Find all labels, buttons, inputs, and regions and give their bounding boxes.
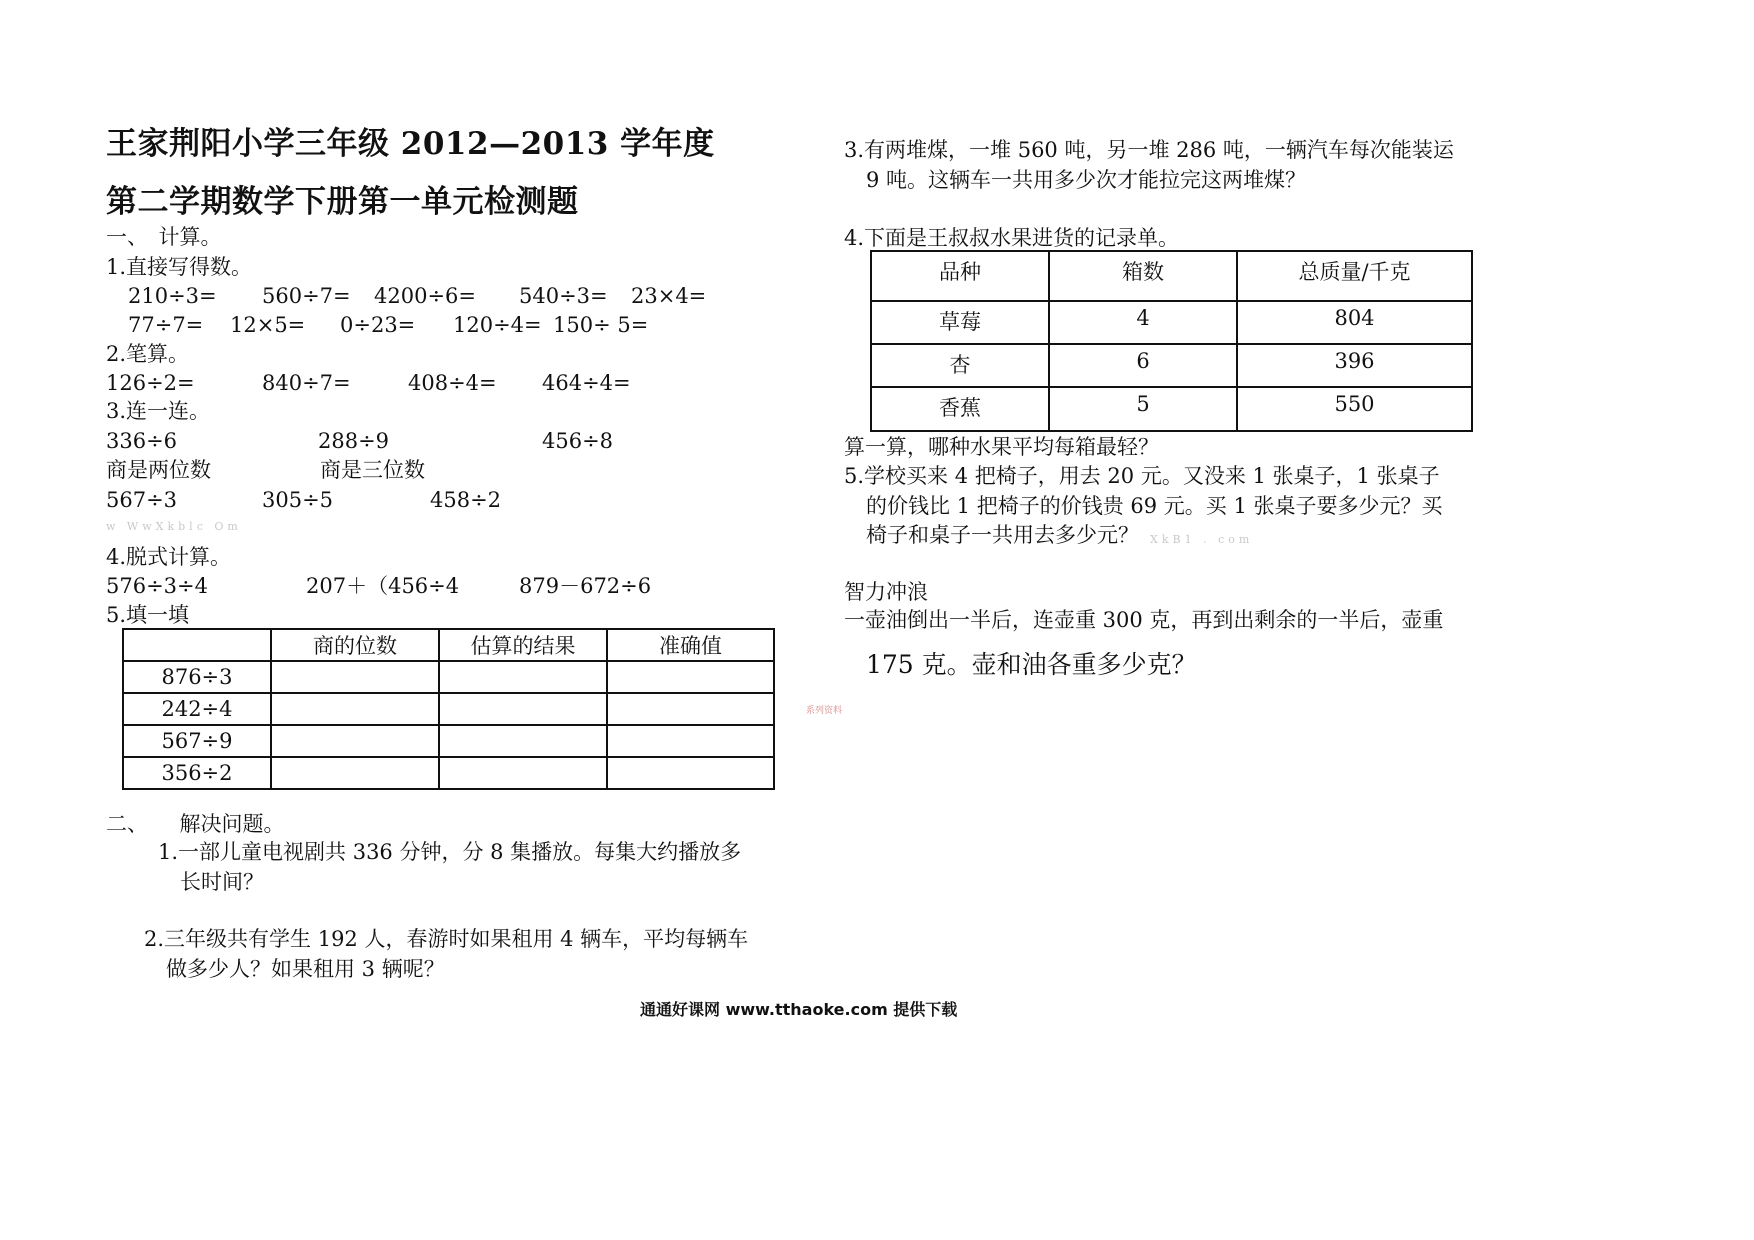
- q2-label: 2.笔算。: [106, 342, 190, 366]
- table-cell: 香蕉: [871, 387, 1049, 431]
- q3-top-item: 456÷8: [542, 429, 614, 453]
- table-row-label: 567÷9: [123, 725, 271, 757]
- problem-1-line-1: 1.一部儿童电视剧共 336 分钟，分 8 集播放。每集大约播放多: [158, 840, 742, 864]
- q1-label: 1.直接写得数。: [106, 255, 253, 279]
- problem-1-line-2: 长时间？: [180, 870, 264, 894]
- q4-item: 207＋（456÷4: [306, 574, 460, 598]
- table-cell: 804: [1237, 301, 1472, 344]
- problem-5-line-3: 椅子和桌子一共用去多少元？: [866, 523, 1139, 547]
- q4-item: 879－672÷6: [519, 574, 652, 598]
- q1-item: 540÷3=: [519, 284, 608, 308]
- footer: 通通好课网 www.tthaoke.com 提供下载: [640, 1000, 958, 1019]
- problem-3-line-1: 3.有两堆煤，一堆 560 吨，另一堆 286 吨，一辆汽车每次能装运: [844, 138, 1454, 162]
- table-row: [123, 757, 774, 789]
- table-header-cell: 品种: [871, 251, 1049, 301]
- q1-item: 150÷ 5=: [553, 313, 649, 337]
- blank-cell: [607, 693, 774, 725]
- watermark: XkB1 . com: [1150, 533, 1254, 546]
- q1-item: 77÷7=: [128, 313, 204, 337]
- table-row: [123, 661, 774, 693]
- challenge-line-2: 175 克。壶和油各重多少克？: [866, 650, 1197, 679]
- q1-item: 560÷7=: [262, 284, 351, 308]
- table-cell: 6: [1049, 344, 1237, 387]
- q5-label: 5.填一填: [106, 603, 190, 627]
- q1-item: 120÷4=: [453, 313, 542, 337]
- challenge-line-1: 一壶油倒出一半后，连壶重 300 克，再到出剩余的一半后，壶重: [844, 608, 1444, 632]
- q1-item: 210÷3=: [128, 284, 217, 308]
- problem-3-line-2: 9 吨。这辆车一共用多少次才能拉完这两堆煤？: [866, 168, 1307, 192]
- q3-top-item: 288÷9: [318, 429, 390, 453]
- table-cell: 4: [1049, 301, 1237, 344]
- q3-category: 商是两位数: [106, 458, 211, 482]
- blank-cell: [439, 661, 607, 693]
- table-header-cell: 总质量/千克: [1237, 251, 1472, 301]
- blank-cell: [607, 661, 774, 693]
- table-cell: 396: [1237, 344, 1472, 387]
- section-1-heading: 一、 计算。: [106, 225, 222, 249]
- table-cell: 5: [1049, 387, 1237, 431]
- table-cell: 550: [1237, 387, 1472, 431]
- fruit-record-table: [870, 250, 1473, 432]
- problem-5-line-1: 5.学校买来 4 把椅子，用去 20 元。又没来 1 张桌子，1 张桌子: [844, 464, 1440, 488]
- watermark: w WwXkblc Om: [106, 520, 242, 533]
- table-row: [123, 725, 774, 757]
- table-row: [123, 693, 774, 725]
- q3-bottom-item: 305÷5: [262, 488, 334, 512]
- table-header-cell: 箱数: [1049, 251, 1237, 301]
- table-header-cell: 准确值: [607, 629, 774, 661]
- q1-item: 0÷23=: [340, 313, 416, 337]
- table-header-row: [123, 629, 774, 661]
- q1-item: 4200÷6=: [374, 284, 476, 308]
- table-cell: 草莓: [871, 301, 1049, 344]
- problem-5-line-2: 的价钱比 1 把椅子的价钱贵 69 元。买 1 张桌子要多少元？买: [866, 494, 1443, 518]
- q3-top-item: 336÷6: [106, 429, 178, 453]
- q2-item: 840÷7=: [262, 371, 351, 395]
- q4-label: 4.脱式计算。: [106, 545, 232, 569]
- blank-cell: [271, 661, 439, 693]
- blank-cell: [607, 757, 774, 789]
- blank-cell: [439, 725, 607, 757]
- watermark: 系列资料: [806, 706, 843, 716]
- table-header-cell: [123, 629, 271, 661]
- table-row: [871, 387, 1472, 431]
- table-header-cell: 估算的结果: [439, 629, 607, 661]
- q2-item: 464÷4=: [542, 371, 631, 395]
- problem-2-line-1: 2.三年级共有学生 192 人，春游时如果租用 4 辆车，平均每辆车: [144, 927, 749, 951]
- q1-item: 12×5=: [230, 313, 306, 337]
- section-2-heading: 二、 解决问题。: [106, 812, 285, 836]
- table-row: [871, 301, 1472, 344]
- title-line-1: 王家荆阳小学三年级 2012—2013 学年度: [106, 126, 715, 162]
- table-header-row: [871, 251, 1472, 301]
- q4-item: 576÷3÷4: [106, 574, 208, 598]
- table-cell: 杏: [871, 344, 1049, 387]
- problem-2-line-2: 做多少人？如果租用 3 辆呢？: [166, 957, 445, 981]
- blank-cell: [271, 757, 439, 789]
- table-row-label: 356÷2: [123, 757, 271, 789]
- table-row-label: 242÷4: [123, 693, 271, 725]
- blank-cell: [271, 693, 439, 725]
- challenge-heading: 智力冲浪: [844, 580, 928, 604]
- q3-category: 商是三位数: [320, 458, 425, 482]
- q1-item: 23×4=: [631, 284, 707, 308]
- table-row: [871, 344, 1472, 387]
- q3-label: 3.连一连。: [106, 399, 211, 423]
- blank-cell: [271, 725, 439, 757]
- problem-4-question: 算一算，哪种水果平均每箱最轻？: [844, 435, 1159, 459]
- table-row-label: 876÷3: [123, 661, 271, 693]
- title-line-2: 第二学期数学下册第一单元检测题: [106, 184, 579, 220]
- q3-bottom-item: 458÷2: [430, 488, 502, 512]
- q2-item: 408÷4=: [408, 371, 497, 395]
- fill-in-table: [122, 628, 775, 790]
- blank-cell: [607, 725, 774, 757]
- q3-bottom-item: 567÷3: [106, 488, 178, 512]
- blank-cell: [439, 757, 607, 789]
- problem-4-intro: 4.下面是王叔叔水果进货的记录单。: [844, 226, 1180, 250]
- table-header-cell: 商的位数: [271, 629, 439, 661]
- q2-item: 126÷2=: [106, 371, 195, 395]
- blank-cell: [439, 693, 607, 725]
